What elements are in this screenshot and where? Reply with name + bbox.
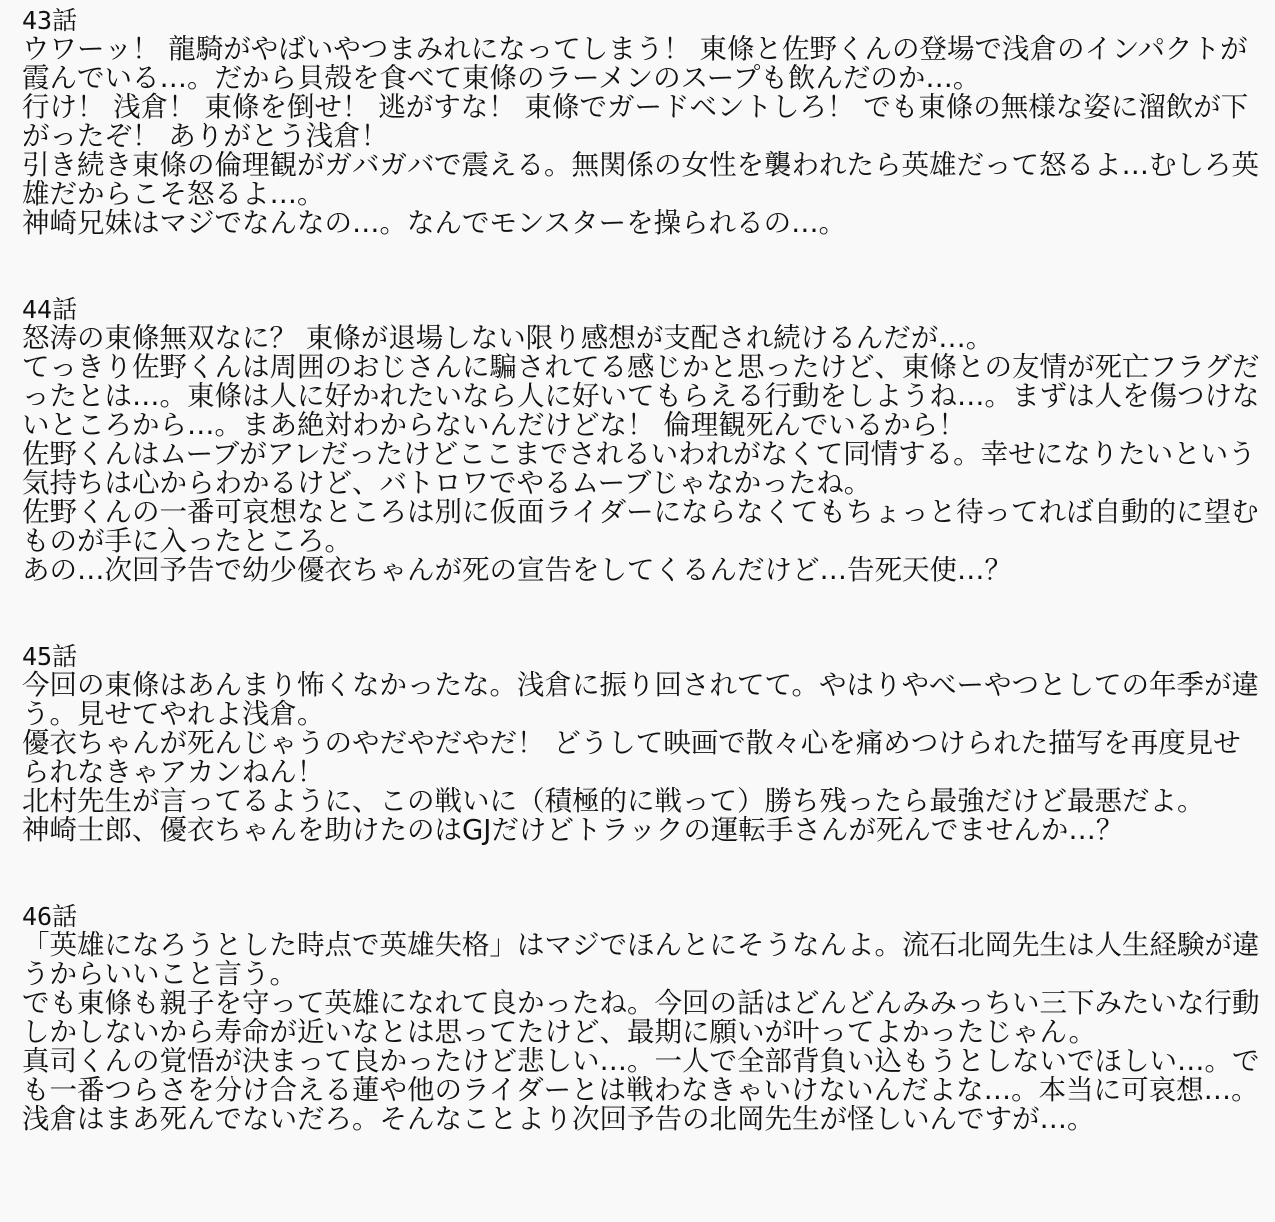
paragraph: 優衣ちゃんが死んじゃうのやだやだやだ！ どうして映画で散々心を痛めつけられた描写を再度見せられなきゃアカンねん！ (22, 727, 1241, 788)
paragraph: 今回の東條はあんまり怖くなかったな。浅倉に振り回されてて。やはりやべーやつとしての年季が違う。見せてやれよ浅倉。 (22, 669, 1259, 730)
blog-document (22, 6, 1262, 1134)
paragraph: 神崎士郎、優衣ちゃんを助けたのはGJだけどトラックの運転手さんが死んでませんか…？ (22, 814, 1124, 846)
paragraph: 佐野くんはムーブがアレだったけどここまでされるいわれがなくて同情する。幸せになりたいという気持ちは心からわかるけど、バトロワでやるムーブじゃなかったね。 (22, 438, 1256, 499)
episode-43 (22, 6, 1262, 238)
paragraph: 怒涛の東條無双なに？ 東條が退場しない限り感想が支配され続けるんだが…。 (22, 322, 994, 354)
episode-46 (22, 902, 1262, 1134)
episode-title: 44話 (22, 295, 78, 324)
paragraph: 真司くんの覚悟が決まって良かったけど悲しい…。一人で全部背負い込もうとしないでほしい…。でも一番つらさを分け合える蓮や他のライダーとは戦わなきゃいけないんだよな…。本当に可哀想…。 (22, 1045, 1260, 1106)
paragraph: 浅倉はまあ死んでないだろ。そんなことより次回予告の北岡先生が怪しいんですが…。 (22, 1103, 1095, 1135)
paragraph: 「英雄になろうとした時点で英雄失格」はマジでほんとにそうなんよ。流石北岡先生は人生経験が違うからいいこと言う。 (22, 929, 1260, 990)
episode-title: 43話 (22, 6, 78, 35)
paragraph: てっきり佐野くんは周囲のおじさんに騙されてる感じかと思ったけど、東條との友情が死亡フラグだったとは…。東條は人に好かれたいなら人に好いてもらえる行動をしようね…。まずは人を傷つけないところから…。まあ絶対わからないんだけどな！ 倫理観死んでいるから！ (22, 351, 1260, 441)
episode-title: 46話 (22, 902, 78, 931)
paragraph: 引き続き東條の倫理観がガバガバで震える。無関係の女性を襲われたら英雄だって怒るよ…むしろ英雄だからこそ怒るよ…。 (22, 149, 1259, 210)
paragraph: 佐野くんの一番可哀想なところは別に仮面ライダーにならなくてもちょっと待ってれば自動的に望むものが手に入ったところ。 (22, 496, 1259, 557)
paragraph: 神崎兄妹はマジでなんなの…。なんでモンスターを操られるの…。 (22, 207, 847, 239)
paragraph: 行け！ 浅倉！ 東條を倒せ！ 逃がすな！ 東條でガードベントしろ！ でも東條の無様な姿に溜飲が下がったぞ！ ありがとう浅倉！ (22, 91, 1249, 152)
episode-title: 45話 (22, 642, 78, 671)
paragraph: あの…次回予告で幼少優衣ちゃんが死の宣告をしてくるんだけど…告死天使…？ (22, 554, 1012, 586)
episode-44 (22, 295, 1262, 585)
paragraph: 北村先生が言ってるように、この戦いに（積極的に戦って）勝ち残ったら最強だけど最悪だよ。 (22, 785, 1205, 817)
episode-45 (22, 642, 1262, 845)
paragraph: ウワーッ！ 龍騎がやばいやつまみれになってしまう！ 東條と佐野くんの登場で浅倉のインパクトが霞んでいる…。だから貝殻を食べて東條のラーメンのスープも飲んだのか…。 (22, 33, 1248, 94)
paragraph: でも東條も親子を守って英雄になれて良かったね。今回の話はどんどんみみっちい三下みたいな行動しかしないから寿命が近いなとは思ってたけど、最期に願いが叶ってよかったじゃん。 (22, 987, 1260, 1048)
